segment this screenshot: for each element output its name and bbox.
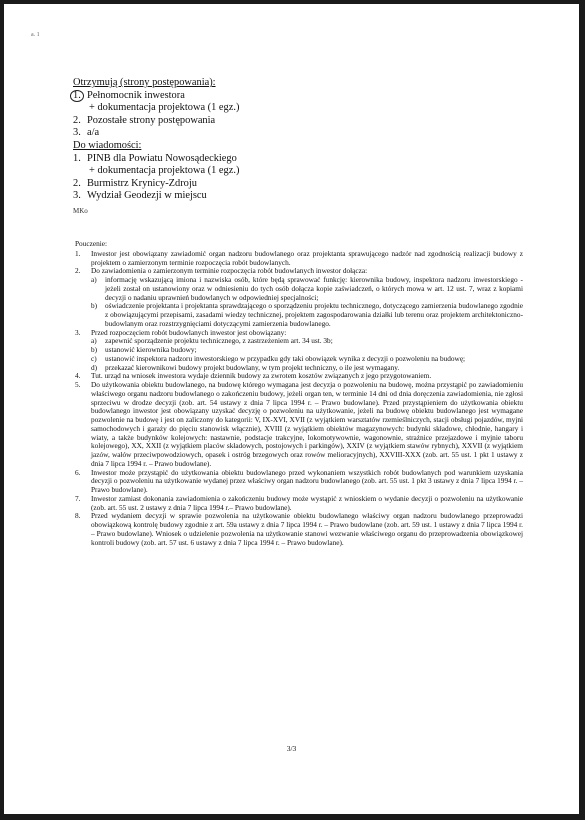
- pouczenie-item: 5. Do użytkowania obiektu budowlanego, na budowę którego wymagana jest decyzja o pozwoleniu na budowę, można przystąpić po zawiadomieniu właściwego organu nadzoru budowlanego o zakończeniu budowy, jeżeli organ ten, w terminie 14 dni od dnia doręczenia zawiadomienia, nie zgłosi sprzeciwu w drodze decyzji (zob. art. 54 ustawy z dnia 7 lipca 1994 r. – Prawo budowlane). Przed przystąpieniem do użytkowania obiektu budowlanego inwestor jest obowiązany uzyskać decyzję o pozwoleniu na użytkowanie, jeżeli na budowę obiektu budowlanego jest wymagane pozwolenie na budowę i jest on zaliczony do kategorii: V, IX-XVI, XVII (z wyjątkiem warsztatów rzemieślniczych, stacji obsługi pojazdów, myjni samochodowych i garaży do pięciu stanowisk włącznie), XVIII (z wyjątkiem obiektów magazynowych: budynki składowe, chłodnie, hangary i wiaty, a także budynków kolejowych: nastawnie, podstacje trakcyjne, lokomotywownie, wagonownie, strażnice przejazdowe i myjnie taboru kolejowego), XX, XXII (z wyjątkiem placów składowych, postojowych i parkingów), XXIV (z wyjątkiem stawów rybnych), XXVII (z wyjątkiem jazów, wałów przeciwpowodziowych, opasek i ostróg brzegowych oraz rowów melioracyjnych), XXVIII-XXX (zob. art. 55 ust. 1 pkt 1 ustawy z dnia 7 lipca 1994 r. – Prawo budowlane).: [75, 380, 523, 468]
- list-item: [73, 153, 373, 166]
- pouczenie-subitem: a) informację wskazującą imiona i nazwiska osób, które będą sprawować funkcję: kierownika budowy, inspektora nadzoru inwestorskiego - jeżeli został on ustanowiony oraz w odniesieniu do tych osób dołącza kopie zaświadczeń, o których mowa w art. 12 ust. 7, wraz z kopiami decyzji o nadaniu uprawnień budowlanych w odpowiedniej specjalności;: [91, 275, 523, 302]
- corner-mark: a. 1: [31, 32, 40, 38]
- pouczenie-subitem: b) ustanowić kierownika budowy;: [91, 345, 197, 354]
- list-item: [73, 190, 373, 203]
- list-item-text: PINB dla Powiatu Nowosądeckiego: [87, 152, 237, 164]
- list-item: [73, 127, 373, 140]
- list-item-text: a/a: [87, 127, 100, 139]
- list-item: [73, 90, 373, 103]
- otrzymuja-heading: Otrzymują (strony postępowania):: [73, 77, 216, 88]
- pouczenie-subitem: c) ustanowić inspektora nadzoru inwestorskiego w przypadku gdy taki obowiązek wynika z decyzji o pozwoleniu na budowę;: [91, 353, 466, 363]
- pouczenie-item: 1. Inwestor jest obowiązany zawiadomić organ nadzoru budowlanego oraz projektanta sprawującego nadzór nad zgodnością realizacji budowy z projektem o zamierzonym terminie rozpoczęcia robót budowlanych.: [75, 248, 523, 267]
- pouczenie-item: 8. Przed wydaniem decyzji w sprawie pozwolenia na użytkowanie obiektu budowlanego właściwy organ nadzoru budowlanego przeprowadzi obowiązkową kontrolę budowy zgodnie z art. 59a ustawy z dnia 7 lipca 1994 r. – Prawo budowlane (zob. art. 59 ust. 1 ustawy z dnia 7 lipca 1994 r. – Prawo budowlane). Wniosek o udzielenie pozwolenia na użytkowanie stanowi wezwanie właściwego organu do przeprowadzenia obowiązkowej kontroli budowy (zob. art. 57 ust. 6 ustawy z dnia 7 lipca 1994 r. – Prawo budowlane).: [75, 511, 523, 547]
- pouczenie-section: [75, 240, 523, 547]
- list-item-number: 3.: [73, 190, 81, 202]
- do-wiadomosci-heading: Do wiadomości:: [73, 139, 142, 151]
- list-item-text: Pozostałe strony postępowania: [87, 114, 216, 126]
- pouczenie-item: 6. Inwestor może przystąpić do użytkowania obiektu budowlanego przed wykonaniem wszystkich robót budowlanych pod warunkiem uzyskania decyzji o pozwoleniu na użytkowanie wydanej przez właściwy organ nadzoru budowlanego (zob. art. 55 ust. 1 pkt 3 ustawy z dnia 7 lipca 1994 r. – Prawo budowlane).: [75, 467, 523, 494]
- pouczenie-title: Pouczenie:: [75, 239, 108, 248]
- pouczenie-item: 3. Przed rozpoczęciem robót budowlanych inwestor jest obowiązany:: [75, 327, 287, 337]
- pouczenie-item: 7. Inwestor zamiast dokonania zawiadomienia o zakończeniu budowy może wystąpić z wnioskiem o wydanie decyzji o pozwoleniu na użytkowanie (zob. art. 55 ust. 2 ustawy z dnia 7 lipca 1994 r.– Prawo budowlane).: [75, 493, 523, 512]
- author-initials: MKo: [73, 206, 88, 215]
- list-item-number: 1.: [73, 152, 81, 164]
- pouczenie-subitem: b) oświadczenie projektanta i projektanta sprawdzającego o sporządzeniu projektu technicznego, dotyczącego zamierzenia budowlanego zgodnie z obowiązującymi przepisami, zasadami wiedzy technicznej, projektem zagospodarowania działki lub terenu oraz projektem architektoniczno-budowlanym oraz rozstrzygnięciami dotyczącymi zamierzenia budowlanego.: [91, 301, 523, 328]
- list-item-number: 2.: [73, 177, 81, 189]
- pouczenie-item: 4. Tut. urząd na wniosek inwestora wydaje dziennik budowy za zwrotem kosztów związanych z jego przygotowaniem.: [75, 371, 432, 381]
- list-item-text: Wydział Geodezji w miejscu: [87, 190, 207, 202]
- pouczenie-subitem: a) zapewnić sporządzenie projektu technicznego, z zastrzeżeniem art. 34 ust. 3b;: [91, 336, 333, 346]
- list-item-text: Burmistrz Krynicy-Zdroju: [87, 177, 197, 189]
- recipients-block: [73, 77, 373, 218]
- document-page: [4, 4, 579, 814]
- list-item: [73, 178, 373, 191]
- pouczenie-subitem: d) przekazać kierownikowi budowy projekt budowlany, w tym projekt techniczny, o ile jest wymagany.: [91, 362, 400, 372]
- list-item-sub: + dokumentacja projektowa (1 egz.): [89, 102, 240, 114]
- list-item-number: 3.: [73, 127, 81, 139]
- list-item-number: 2.: [73, 114, 81, 126]
- circled-number: 1.: [70, 90, 84, 102]
- list-item-text: Pełnomocnik inwestora: [87, 89, 185, 101]
- list-item-sub: + dokumentacja projektowa (1 egz.): [89, 165, 240, 177]
- page-number: 3/3: [286, 744, 297, 753]
- pouczenie-item: 2. Do zawiadomienia o zamierzonym terminie rozpoczęcia robót budowlanych inwestor dołącza:: [75, 266, 368, 276]
- list-item: [73, 115, 373, 128]
